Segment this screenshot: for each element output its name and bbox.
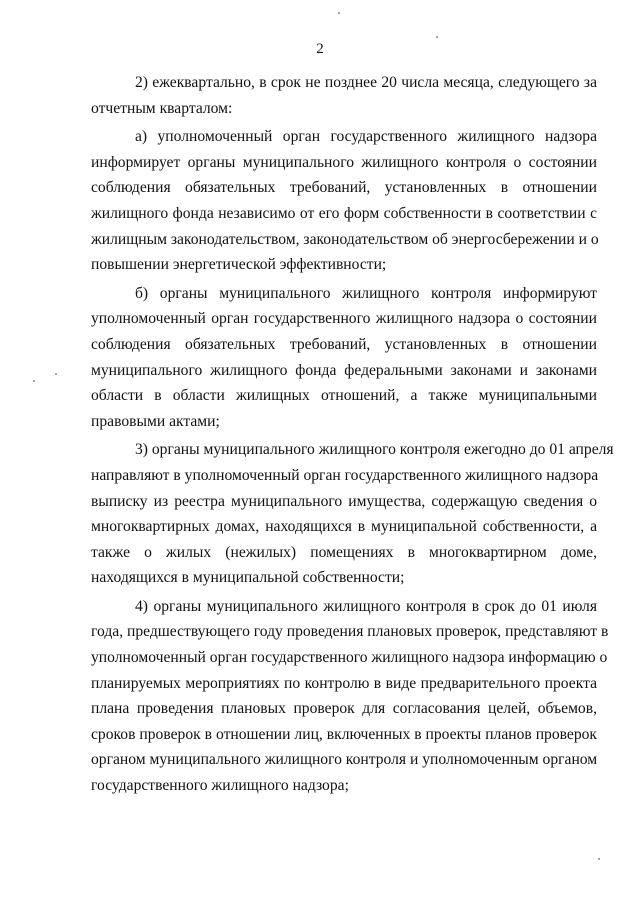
paragraph-p4 [91, 594, 609, 799]
text-line: 2) ежеквартально, в срок не позднее 20 числа месяца, следующего за [135, 74, 597, 91]
text-line: муниципального жилищного фонда федеральными законами и законами [91, 361, 597, 379]
text-line: года, предшествующего году проведения плановых проверок, представляют в [91, 623, 609, 641]
paragraph-p3 [91, 437, 614, 591]
text-line: органом муниципального жилищного контроля и уполномоченным органом [91, 751, 598, 769]
text-line: повышении энергетической эффективности; [91, 256, 387, 274]
paragraph-p2 [91, 70, 597, 121]
text-line: информирует органы муниципального жилищного контроля о состоянии [91, 153, 597, 171]
text-line: находящихся в муниципальной собственности; [91, 569, 405, 587]
text-line: а) уполномоченный орган государственного жилищного надзора [135, 128, 597, 146]
text-line: многоквартирных домах, находящихся в муниципальной собственности, а [91, 518, 597, 536]
text-line: 4) органы муниципального жилищного контроля в срок до 01 июля [135, 597, 597, 615]
text-line: планируемых мероприятиях по контролю в виде предварительного проекта [91, 674, 597, 692]
text-line: уполномоченный орган государственного жилищного надзора информацию о [91, 649, 608, 667]
text-line: соблюдения обязательных требований, установленных в отношении [91, 179, 597, 197]
document-body [91, 70, 614, 802]
text-line: 3) органы муниципального жилищного контроля ежегодно до 01 апреля [135, 441, 614, 459]
text-line: государственного жилищного надзора; [91, 777, 349, 795]
text-line: плана проведения плановых проверок для согласования целей, объемов, [91, 700, 597, 718]
text-line: отчетным кварталом: [91, 99, 233, 117]
scan-speck [598, 858, 600, 860]
text-line: направляют в уполномоченный орган государственного жилищного надзора [91, 466, 599, 484]
scan-speck [33, 380, 35, 382]
text-line: жилищным законодательством, законодательством об энергосбережении и о [91, 230, 599, 248]
text-line: правовыми актами; [91, 412, 220, 430]
text-line: уполномоченный орган государственного жилищного надзора о состоянии [91, 310, 597, 328]
page-number: 2 [316, 41, 324, 57]
text-line: также о жилых (нежилых) помещениях в многоквартирном доме, [91, 543, 597, 561]
text-line: соблюдения обязательных требований, установленных в отношении [91, 335, 597, 353]
text-line: выписку из реестра муниципального имущества, содержащую сведения о [91, 492, 597, 510]
text-line: б) органы муниципального жилищного контроля информируют [135, 284, 597, 302]
paragraph-pb [91, 281, 597, 435]
scan-speck [55, 373, 57, 375]
paragraph-pa [91, 124, 597, 278]
scan-speck [338, 12, 340, 14]
scan-speck [436, 36, 438, 38]
text-line: сроков проверок в отношении лиц, включенных в проекты планов проверок [91, 725, 597, 743]
text-line: области в области жилищных отношений, а также муниципальными [91, 387, 597, 405]
text-line: жилищного фонда независимо от его форм собственности в соответствии с [91, 204, 597, 222]
